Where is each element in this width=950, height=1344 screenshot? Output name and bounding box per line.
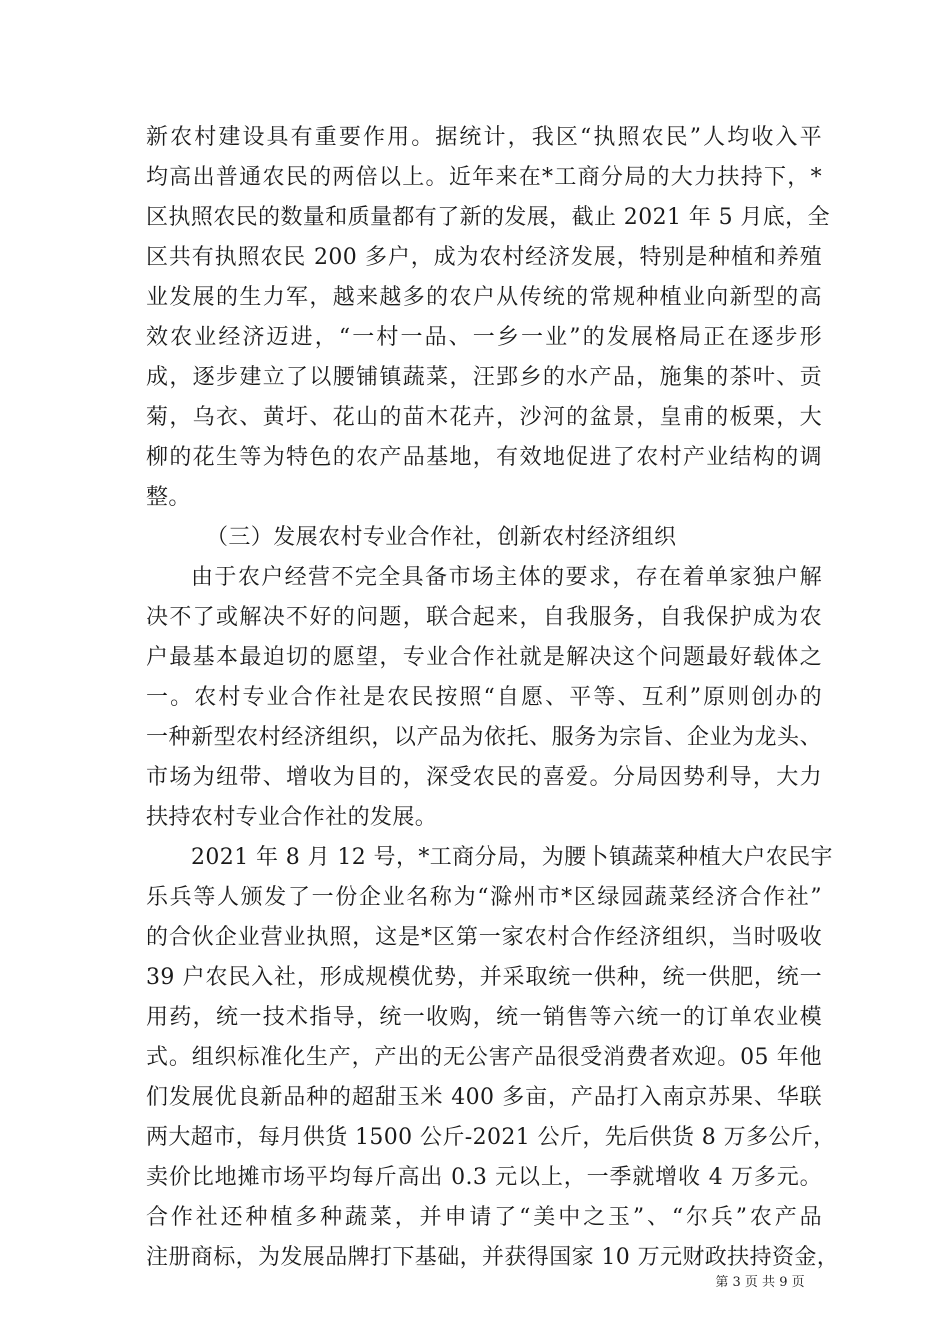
text-line: 扶持农村专业合作社的发展。 [146,805,438,830]
text-line: 用药，统一技术指导，统一收购，统一销售等六统一的订单农业模 [146,1005,822,1030]
text-line: 乐兵等人颁发了一份企业名称为“滁州市*区绿园蔬菜经济合作社” [146,885,822,910]
text-line: 均高出普通农民的两倍以上。近年来在*工商分局的大力扶持下，* [146,165,822,190]
text-line: 式。组织标准化生产，产出的无公害产品很受消费者欢迎。05 年他 [146,1045,822,1070]
text-line: 2021 年 8 月 12 号，*工商分局，为腰卜镇蔬菜种植大户农民宇 [191,845,833,870]
text-line: 决不了或解决不好的问题，联合起来，自我服务，自我保护成为农 [146,605,822,630]
text-line: 合作社还种植多种蔬菜，并申请了“美中之玉”、“尔兵”农产品 [146,1205,822,1230]
text-line: 两大超市，每月供货 1500 公斤-2021 公斤，先后供货 8 万多公斤， [146,1125,836,1150]
text-line: 区执照农民的数量和质量都有了新的发展，截止 2021 年 5 月底，全 [146,205,830,230]
text-line: 效农业经济迈进，“一村一品、一乡一业”的发展格局正在逐步形 [146,325,822,350]
text-line: 卖价比地摊市场平均每斤高出 0.3 元以上，一季就增收 4 万多元。 [146,1165,822,1190]
page-number: 第 3 页 共 9 页 [715,1275,805,1290]
text-line: 们发展优良新品种的超甜玉米 400 多亩，产品打入南京苏果、华联 [146,1085,822,1110]
section-heading: （三）发展农村专业合作社，创新农村经济组织 [206,525,677,550]
body-text [146,118,840,1278]
text-line: 的合伙企业营业执照，这是*区第一家农村合作经济组织，当时吸收 [146,925,822,950]
text-line: 39 户农民入社，形成规模优势，并采取统一供种，统一供肥，统一 [146,965,822,990]
text-line: 注册商标，为发展品牌打下基础，并获得国家 10 万元财政扶持资金， [146,1245,840,1270]
text-line: 一。农村专业合作社是农民按照“自愿、平等、互利”原则创办的 [146,685,822,710]
text-line: 市场为纽带、增收为目的，深受农民的喜爱。分局因势利导，大力 [146,765,822,790]
text-line: 户最基本最迫切的愿望，专业合作社就是解决这个问题最好载体之 [146,645,822,670]
text-line: 业发展的生力军，越来越多的农户从传统的常规种植业向新型的高 [146,285,822,310]
text-line: 菊，乌衣、黄圩、花山的苗木花卉，沙河的盆景，皇甫的板栗，大 [146,405,822,430]
text-line: 成，逐步建立了以腰铺镇蔬菜，汪郢乡的水产品，施集的茶叶、贡 [146,365,822,390]
text-line: 新农村建设具有重要作用。据统计，我区“执照农民”人均收入平 [146,125,822,150]
text-line: 整。 [146,485,191,510]
text-line: 一种新型农村经济组织，以产品为依托、服务为宗旨、企业为龙头、 [146,725,822,750]
text-line: 柳的花生等为特色的农产品基地，有效地促进了农村产业结构的调 [146,445,822,470]
text-line: 区共有执照农民 200 多户，成为农村经济发展，特别是种植和养殖 [146,245,822,270]
text-line: 由于农户经营不完全具备市场主体的要求，存在着单家独户解 [191,565,822,590]
